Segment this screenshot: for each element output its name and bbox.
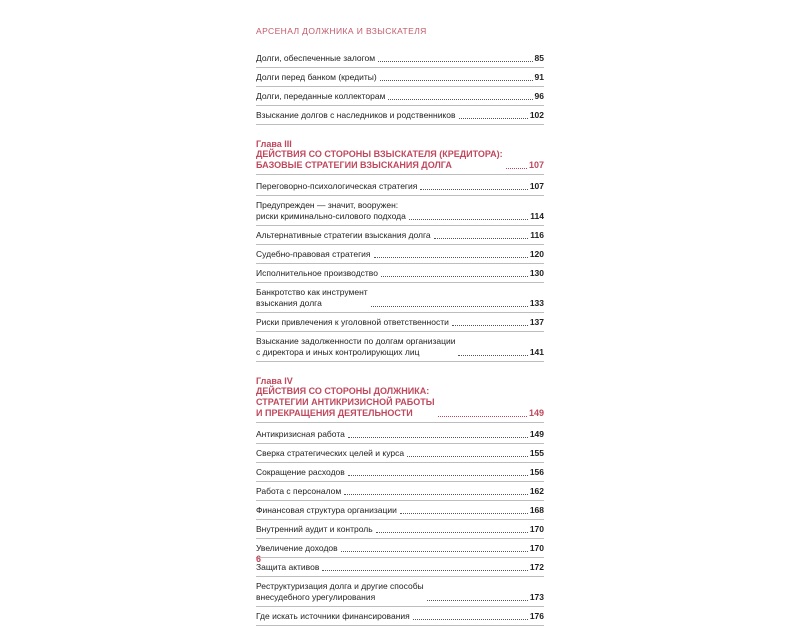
dot-leader — [374, 257, 528, 258]
toc-entry-page: 168 — [529, 505, 544, 515]
chapter-title-line: БАЗОВЫЕ СТРАТЕГИИ ВЗЫСКАНИЯ ДОЛГА — [256, 160, 452, 170]
toc-entry-title: Защита активов — [256, 562, 320, 572]
chapter-title-line: СТРАТЕГИИ АНТИКРИЗИСНОЙ РАБОТЫ — [256, 397, 435, 407]
dot-leader — [381, 276, 528, 277]
toc-entry — [256, 68, 544, 87]
dot-leader — [438, 416, 527, 417]
toc-entry — [256, 226, 544, 245]
chapter-label: Глава IV — [256, 376, 293, 386]
toc-entry-page: 114 — [530, 211, 544, 221]
toc-entry — [256, 539, 544, 558]
toc-list-top — [256, 49, 544, 125]
dot-leader — [378, 61, 532, 62]
toc-entry-page: 172 — [529, 562, 544, 572]
toc-entry-page: 170 — [529, 524, 544, 534]
chapter-page: 107 — [528, 160, 544, 170]
toc-entry-title: Сокращение расходов — [256, 467, 345, 477]
toc-entry-page: 173 — [529, 592, 544, 602]
dot-leader — [459, 118, 528, 119]
toc-entry-page: 116 — [530, 230, 544, 240]
chapter-4 — [256, 376, 544, 423]
page-number: 6 — [256, 554, 262, 564]
dot-leader — [452, 325, 528, 326]
toc-entry-title: Судебно-правовая стратегия — [256, 249, 371, 259]
chapter-label: Глава III — [256, 139, 292, 149]
toc-entry — [256, 520, 544, 539]
toc-entry-page: 141 — [529, 347, 544, 357]
toc-entry-page: 155 — [529, 448, 544, 458]
toc-entry — [256, 313, 544, 332]
dot-leader — [420, 189, 527, 190]
dot-leader — [427, 600, 528, 601]
chapter-title — [256, 149, 544, 175]
toc-entry-page: 149 — [529, 429, 544, 439]
toc-page — [256, 26, 544, 626]
dot-leader — [506, 168, 527, 169]
toc-entry-title: Взыскание задолженности по долгам организации — [256, 336, 456, 346]
toc-entry — [256, 607, 544, 626]
dot-leader — [388, 99, 532, 100]
toc-entry-page: 107 — [529, 181, 544, 191]
toc-entry — [256, 577, 544, 607]
toc-entry-page: 102 — [529, 110, 544, 120]
dot-leader — [376, 532, 528, 533]
toc-entry-page: 120 — [529, 249, 544, 259]
toc-entry-title: Исполнительное производство — [256, 268, 378, 278]
dot-leader — [434, 238, 529, 239]
toc-entry — [256, 264, 544, 283]
toc-entry-page: 85 — [534, 53, 544, 63]
chapter-4-entries — [256, 425, 544, 626]
toc-entry-title: Переговорно-психологическая стратегия — [256, 181, 418, 191]
toc-entry — [256, 196, 544, 226]
toc-entry-page: 137 — [529, 317, 544, 327]
chapter-title-line: ДЕЙСТВИЯ СО СТОРОНЫ ДОЛЖНИКА: — [256, 386, 430, 396]
chapter-title-line: ДЕЙСТВИЯ СО СТОРОНЫ ВЗЫСКАТЕЛЯ (КРЕДИТОРА): — [256, 149, 503, 159]
toc-entry-title: Увеличение доходов — [256, 543, 338, 553]
toc-entry — [256, 106, 544, 125]
toc-entry-title: Долги, обеспеченные залогом — [256, 53, 376, 63]
toc-entry-title: Банкротство как инструмент — [256, 287, 368, 297]
toc-entry-title: взыскания долга — [256, 298, 322, 308]
toc-entry-title: Альтернативные стратегии взыскания долга — [256, 230, 431, 240]
toc-entry-title: Где искать источники финансирования — [256, 611, 410, 621]
toc-entry — [256, 463, 544, 482]
chapter-3-entries — [256, 177, 544, 362]
chapter-3 — [256, 139, 544, 175]
dot-leader — [407, 456, 528, 457]
toc-entry-title: Реструктуризация долга и другие способы — [256, 581, 424, 591]
dot-leader — [413, 619, 528, 620]
toc-entry — [256, 283, 544, 313]
dot-leader — [458, 355, 527, 356]
dot-leader — [400, 513, 528, 514]
toc-entry-title: Предупрежден — значит, вооружен: — [256, 200, 399, 210]
toc-entry-page: 133 — [529, 298, 544, 308]
toc-entry-title: Долги перед банком (кредиты) — [256, 72, 377, 82]
toc-entry — [256, 49, 544, 68]
toc-entry-title: Риски привлечения к уголовной ответственности — [256, 317, 449, 327]
toc-entry — [256, 332, 544, 362]
toc-entry — [256, 177, 544, 196]
dot-leader — [344, 494, 528, 495]
toc-entry-title: риски криминально-силового подхода — [256, 211, 406, 221]
toc-entry — [256, 425, 544, 444]
toc-entry-title: Долги, переданные коллекторам — [256, 91, 386, 101]
dot-leader — [371, 306, 528, 307]
dot-leader — [341, 551, 528, 552]
toc-entry-title: с директора и иных контролирующих лиц — [256, 347, 420, 357]
toc-entry-page: 170 — [529, 543, 544, 553]
toc-entry — [256, 87, 544, 106]
chapter-title-line: И ПРЕКРАЩЕНИЯ ДЕЯТЕЛЬНОСТИ — [256, 408, 413, 418]
toc-entry-title: Финансовая структура организации — [256, 505, 397, 515]
toc-entry — [256, 501, 544, 520]
toc-entry-title: Работа с персоналом — [256, 486, 342, 496]
toc-entry-page: 176 — [529, 611, 544, 621]
dot-leader — [348, 437, 528, 438]
chapter-title — [256, 386, 544, 423]
dot-leader — [348, 475, 528, 476]
toc-entry-page: 96 — [534, 91, 544, 101]
toc-entry — [256, 444, 544, 463]
toc-entry-page: 156 — [529, 467, 544, 477]
toc-entry-title: Взыскание долгов с наследников и родственников — [256, 110, 456, 120]
running-header: АРСЕНАЛ ДОЛЖНИКА И ВЗЫСКАТЕЛЯ — [256, 26, 427, 36]
toc-entry-page: 162 — [529, 486, 544, 496]
toc-entry — [256, 482, 544, 501]
toc-entry — [256, 558, 544, 577]
dot-leader — [409, 219, 528, 220]
toc-entry-title: Внутренний аудит и контроль — [256, 524, 373, 534]
toc-entry-title: внесудебного урегулирования — [256, 592, 376, 602]
toc-entry-page: 130 — [529, 268, 544, 278]
toc-entry-page: 91 — [534, 72, 544, 82]
dot-leader — [380, 80, 533, 81]
toc-entry-title: Антикризисная работа — [256, 429, 345, 439]
chapter-page: 149 — [528, 408, 544, 418]
toc-entry — [256, 245, 544, 264]
dot-leader — [322, 570, 527, 571]
toc-entry-title: Сверка стратегических целей и курса — [256, 448, 405, 458]
